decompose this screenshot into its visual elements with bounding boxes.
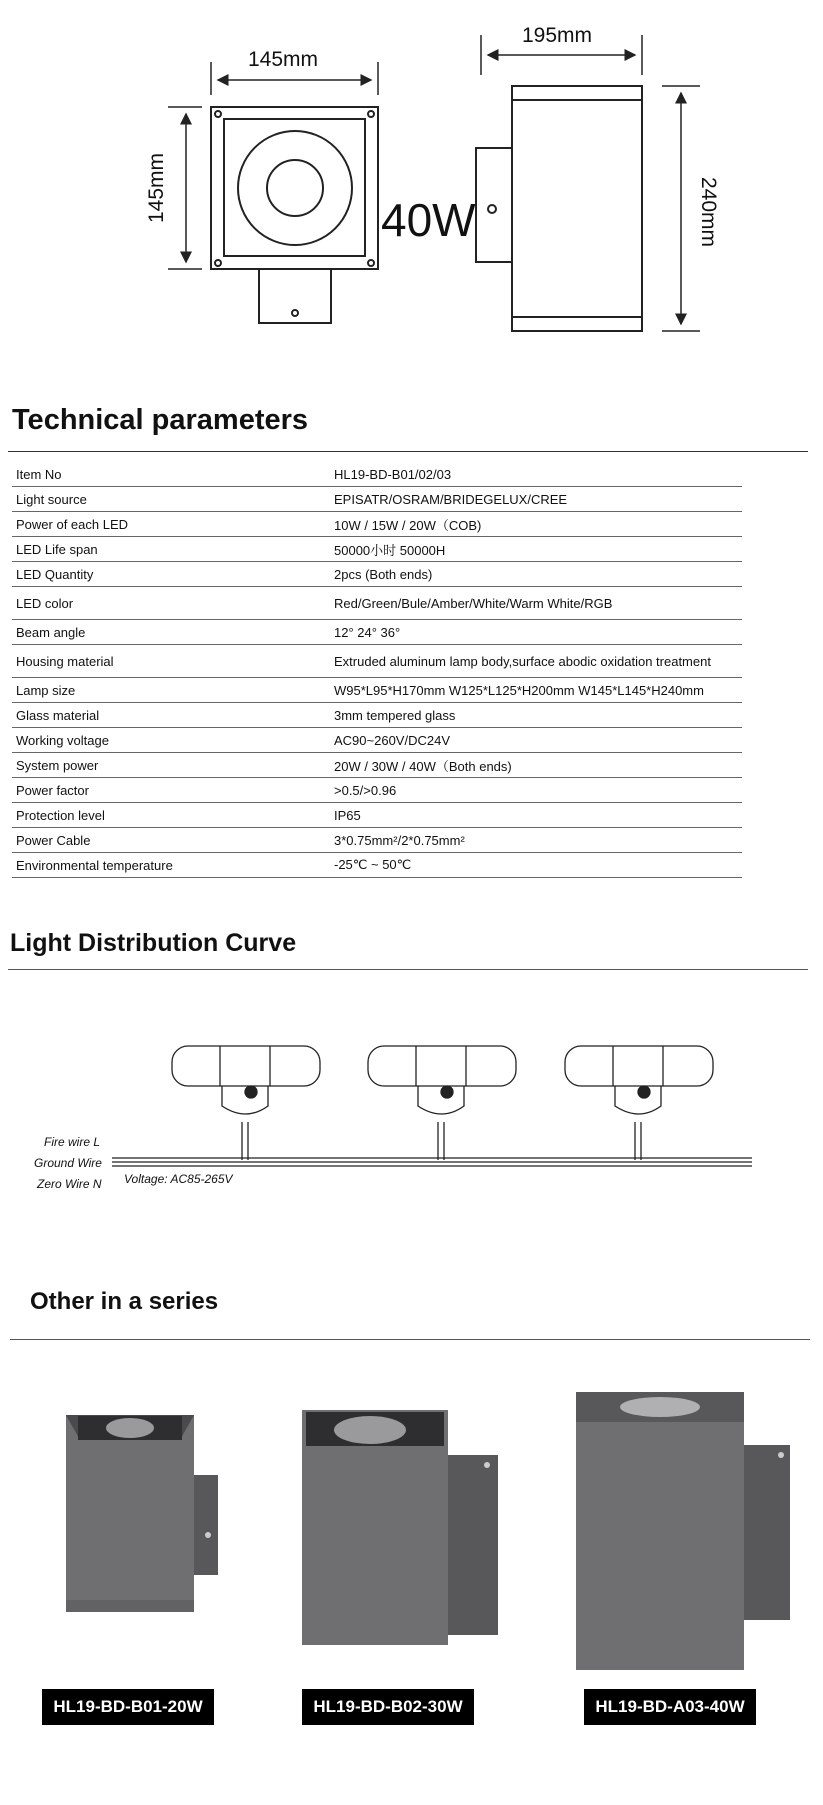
- parameter-row: [12, 778, 742, 803]
- parameter-row: [12, 703, 742, 728]
- screw: [215, 260, 221, 266]
- front-outer-ring: [238, 131, 352, 245]
- parameter-value: 50000小时 50000H: [330, 537, 742, 562]
- screw: [368, 260, 374, 266]
- parameter-label: Item No: [12, 462, 330, 487]
- parameter-value: HL19-BD-B01/02/03: [330, 462, 742, 487]
- product-caption-1: HL19-BD-B01-20W: [42, 1689, 214, 1725]
- parameter-value: 3mm tempered glass: [330, 703, 742, 728]
- tall-label: 240mm: [697, 176, 720, 248]
- parameter-value: AC90~260V/DC24V: [330, 728, 742, 753]
- parameter-label: Lamp size: [12, 678, 330, 703]
- front-inner-ring: [267, 160, 323, 216]
- series-title: Other in a series: [30, 1288, 219, 1315]
- parameter-label: System power: [12, 753, 330, 778]
- parameter-row: [12, 803, 742, 828]
- parameter-label: Glass material: [12, 703, 330, 728]
- parameter-label: Power Cable: [12, 828, 330, 853]
- parameter-row: [12, 487, 742, 512]
- parameter-label: Power of each LED: [12, 512, 330, 537]
- parameter-label: Power factor: [12, 778, 330, 803]
- product-caption-3: HL19-BD-A03-40W: [584, 1689, 756, 1725]
- parameter-row: [12, 678, 742, 703]
- divider: [8, 451, 808, 452]
- product-photos: [0, 1380, 823, 1680]
- parameter-value: -25℃ ~ 50℃: [330, 853, 742, 878]
- parameter-label: LED color: [12, 587, 330, 620]
- parameter-value: 2pcs (Both ends): [330, 562, 742, 587]
- distribution-title: Light Distribution Curve: [10, 929, 297, 957]
- parameter-value: EPISATR/OSRAM/BRIDEGELUX/CREE: [330, 487, 742, 512]
- parameter-value: 10W / 15W / 20W（COB): [330, 512, 742, 537]
- voltage-label: Voltage: AC85-265V: [124, 1172, 233, 1186]
- screw: [292, 310, 298, 316]
- product-photo-3: [576, 1392, 790, 1670]
- front-view: [211, 107, 378, 323]
- parameter-value: Red/Green/Bule/Amber/White/Warm White/RGB: [330, 587, 742, 620]
- parameter-label: Beam angle: [12, 620, 330, 645]
- divider: [8, 969, 808, 970]
- parameter-label: Working voltage: [12, 728, 330, 753]
- height-label: 145mm: [145, 152, 168, 224]
- parameter-label: LED Life span: [12, 537, 330, 562]
- parameter-value: Extruded aluminum lamp body,surface abodic oxidation treatment: [330, 645, 742, 678]
- divider: [10, 1339, 810, 1340]
- parameter-value: 12° 24° 36°: [330, 620, 742, 645]
- parameter-label: LED Quantity: [12, 562, 330, 587]
- parameter-row: [12, 537, 742, 562]
- technical-title: Technical parameters: [12, 404, 309, 436]
- width-label: 145mm: [248, 48, 319, 71]
- parameter-value: >0.5/>0.96: [330, 778, 742, 803]
- product-photo-2: [302, 1410, 498, 1645]
- side-view: [476, 86, 642, 331]
- screw: [368, 111, 374, 117]
- parameter-row: [12, 587, 742, 620]
- parameter-row: [12, 620, 742, 645]
- product-caption-2: HL19-BD-B02-30W: [302, 1689, 474, 1725]
- screw: [215, 111, 221, 117]
- parameter-row: [12, 728, 742, 753]
- front-mount-bracket: [259, 269, 331, 323]
- parameter-row: [12, 462, 742, 487]
- parameter-value: 20W / 30W / 40W（Both ends): [330, 753, 742, 778]
- parameter-row: [12, 562, 742, 587]
- screw: [488, 205, 496, 213]
- zero-wire-label: Zero Wire N: [37, 1177, 102, 1191]
- side-body: [512, 86, 642, 331]
- parameter-row: [12, 753, 742, 778]
- fire-wire-label: Fire wire L: [44, 1135, 101, 1149]
- parameter-value: IP65: [330, 803, 742, 828]
- power-label: 40W: [381, 194, 476, 246]
- parameter-label: Protection level: [12, 803, 330, 828]
- parameter-row: [12, 828, 742, 853]
- product-photo-1: [66, 1415, 218, 1612]
- parameter-label: Light source: [12, 487, 330, 512]
- fixture-2: [368, 1046, 516, 1160]
- front-inner-frame: [224, 119, 365, 256]
- parameter-value: W95*L95*H170mm W125*L125*H200mm W145*L145*H240mm: [330, 678, 742, 703]
- parameter-row: [12, 853, 742, 878]
- parameter-label: Housing material: [12, 645, 330, 678]
- parameter-row: [12, 512, 742, 537]
- parameters-table: [12, 462, 742, 878]
- ground-wire-label: Ground Wire: [34, 1156, 102, 1170]
- fixture-1: [172, 1046, 320, 1160]
- parameter-value: 3*0.75mm²/2*0.75mm²: [330, 828, 742, 853]
- parameter-label: Environmental temperature: [12, 853, 330, 878]
- parameter-row: [12, 645, 742, 678]
- fixture-3: [565, 1046, 713, 1160]
- depth-label: 195mm: [522, 24, 593, 47]
